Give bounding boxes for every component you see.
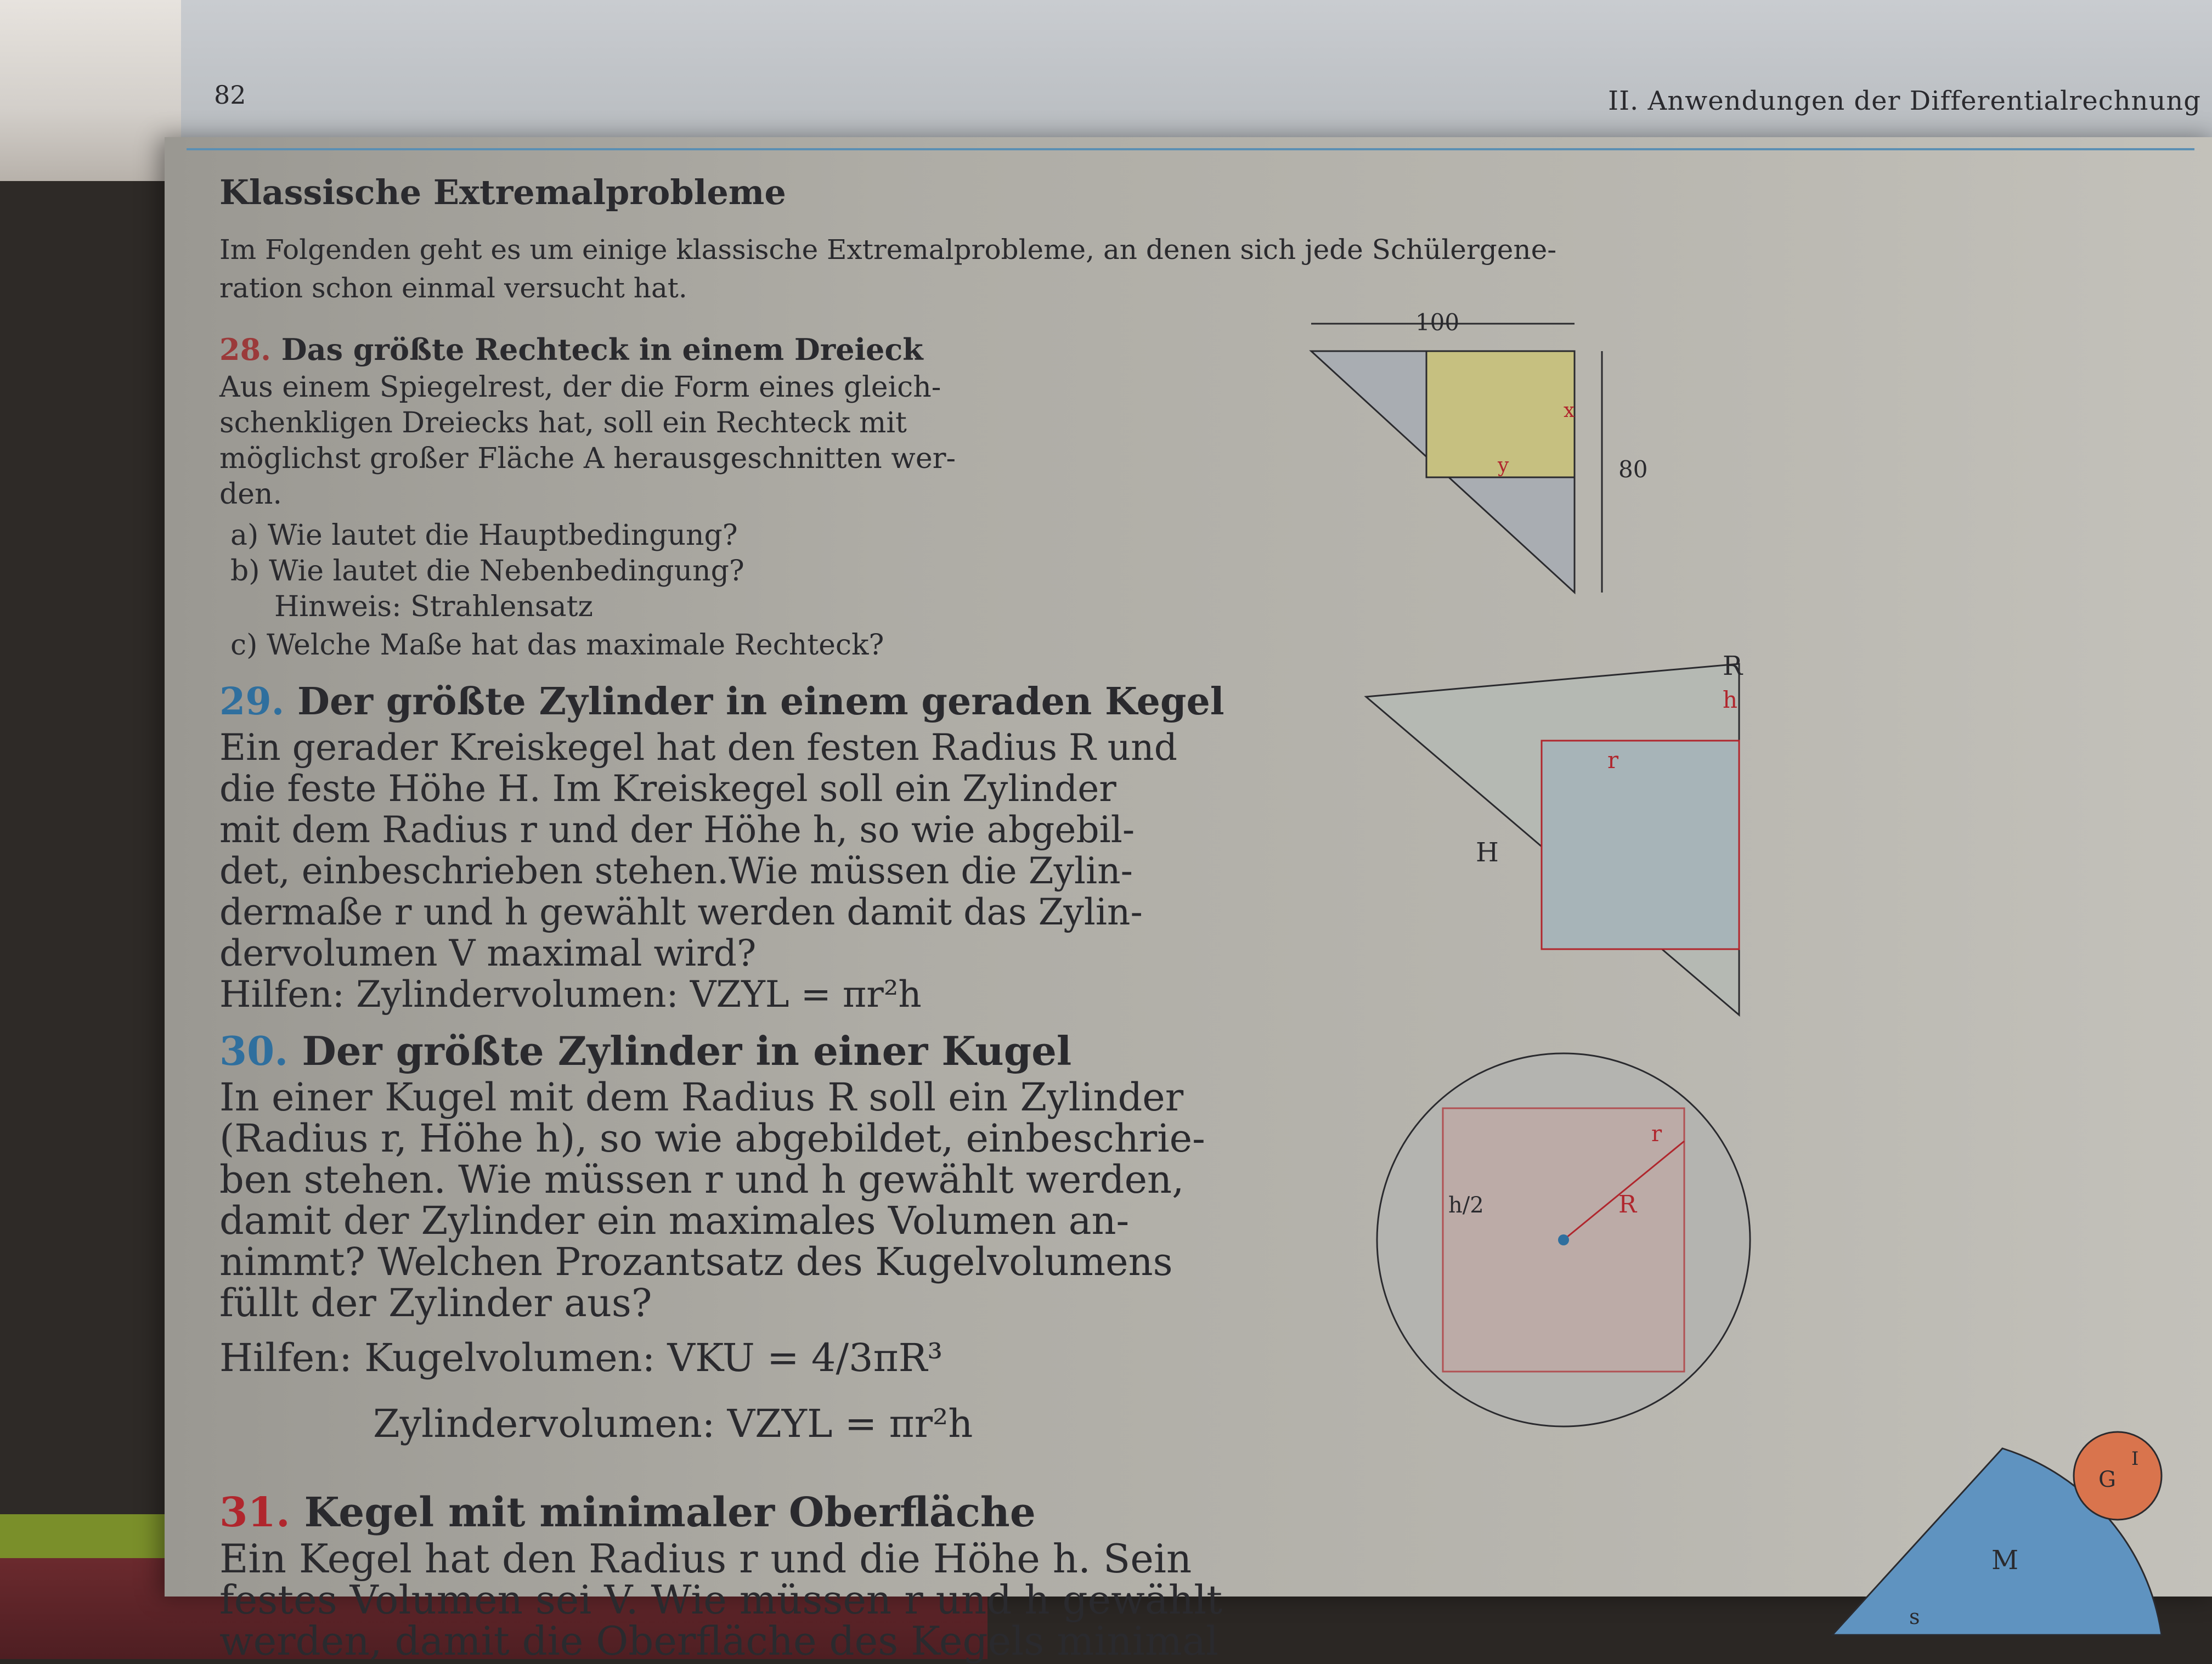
problem-30-title (219, 1028, 1072, 1074)
problem-30-line: ben stehen. Wie müssen r und h gewählt werden, (219, 1157, 1184, 1202)
problem-29-title (219, 680, 1224, 724)
cylinder-radius-label: r (1607, 747, 1619, 774)
problem-number: 30. (219, 1028, 289, 1074)
center-point (1558, 1234, 1569, 1245)
question-b: b) Wie lautet die Nebenbedingung? (230, 555, 744, 588)
problem-31-line: festes Volumen sei V. Wie müssen r und h gewählt (219, 1577, 1223, 1623)
problem-30-line: damit der Zylinder ein maximales Volumen an- (219, 1198, 1130, 1243)
cone-height-label: H (1476, 837, 1499, 868)
problem-29-hint: Hilfen: Zylindervolumen: VZYL = πr²h (219, 973, 922, 1016)
problem-28-line: schenkligen Dreiecks hat, soll ein Rechteck mit (219, 407, 907, 439)
y-label: y (1498, 454, 1509, 477)
problem-29-line: mit dem Radius r und der Höhe h, so wie abgebil- (219, 809, 1135, 851)
problem-title-text: Der größte Zylinder in einer Kugel (302, 1028, 1072, 1074)
cone-net-figure (1810, 1426, 2194, 1657)
s-label: s (1909, 1605, 1920, 1629)
triangle-rectangle-figure (1289, 307, 1739, 614)
problem-28-line: Aus einem Spiegelrest, der die Form eines gleich- (219, 371, 941, 404)
problem-31-line: werden, damit die Oberfläche des Kegels minimal (219, 1618, 1219, 1664)
problem-29-line: die feste Höhe H. Im Kreiskegel soll ein Zylinder (219, 768, 1116, 810)
problem-30-line: nimmt? Welchen Prozantsatz des Kugelvolumens (219, 1239, 1173, 1284)
problem-title-text: Das größte Rechteck in einem Dreieck (281, 332, 923, 367)
problem-30-line: (Radius r, Höhe h), so wie abgebildet, einbeschrie- (219, 1116, 1205, 1161)
problem-31-title (219, 1489, 1036, 1536)
cone-cylinder-figure (1344, 631, 1783, 1026)
problem-29-line: dervolumen V maximal wird? (219, 932, 757, 974)
problem-30-hint-1: Hilfen: Kugelvolumen: VKU = 4/3πR³ (219, 1335, 943, 1380)
problem-number: 31. (219, 1489, 290, 1536)
base-circle (2074, 1432, 2162, 1520)
chapter-title: II. Anwendungen der Differentialrechnung (1608, 86, 2201, 116)
x-label: x (1564, 399, 1575, 422)
background-shadow (0, 181, 181, 1659)
section-title: Klassische Extremalprobleme (219, 172, 786, 212)
M-label: M (1991, 1545, 2019, 1576)
intro-line-1: Im Folgenden geht es um einige klassische Extremalprobleme, an denen sich jede Schülergene- (219, 234, 1557, 266)
h-half-label: h/2 (1448, 1193, 1484, 1218)
height-label: 100 (1415, 309, 1460, 336)
problem-29-line: det, einbeschrieben stehen.Wie müssen die Zylin- (219, 850, 1133, 892)
problem-number: 29. (219, 680, 285, 724)
problem-28-title (219, 332, 923, 367)
question-c: c) Welche Maße hat das maximale Rechteck? (230, 629, 884, 662)
cone-radius-label: R (1723, 651, 1743, 681)
problem-number: 28. (219, 332, 271, 367)
page-number: 82 (214, 80, 246, 110)
problem-29-line: dermaße r und h gewählt werden damit das Zylin- (219, 891, 1143, 933)
sphere-cylinder-figure (1344, 1031, 1783, 1448)
problem-30-hint-2: Zylindervolumen: VZYL = πr²h (373, 1401, 973, 1446)
problem-28-line: möglichst großer Fläche A herausgeschnitten wer- (219, 442, 956, 475)
problem-29-line: Ein gerader Kreiskegel hat den festen Radius R und (219, 726, 1177, 769)
problem-31-line: Ein Kegel hat den Radius r und die Höhe h. Sein (219, 1536, 1192, 1582)
I-label: I (2131, 1448, 2139, 1470)
R-label: R (1618, 1191, 1637, 1219)
intro-line-2: ration schon einmal versucht hat. (219, 272, 687, 304)
G-label: G (2098, 1467, 2116, 1492)
problem-30-line: In einer Kugel mit dem Radius R soll ein Zylinder (219, 1075, 1184, 1120)
facing-page-edge (181, 0, 2212, 143)
question-a: a) Wie lautet die Hauptbedingung? (230, 519, 738, 552)
problem-28-line: den. (219, 478, 283, 511)
hint-text: Hinweis: Strahlensatz (274, 590, 593, 623)
inscribed-cylinder (1542, 741, 1739, 949)
base-label: 80 (1618, 456, 1648, 483)
problem-title-text: Kegel mit minimaler Oberfläche (304, 1489, 1036, 1536)
problem-30-line: füllt der Zylinder aus? (219, 1281, 652, 1325)
r-label: r (1651, 1121, 1662, 1147)
problem-title-text: Der größte Zylinder in einem geraden Kegel (297, 680, 1224, 724)
cylinder-height-label: h (1723, 686, 1738, 713)
header-rule (187, 148, 2194, 150)
